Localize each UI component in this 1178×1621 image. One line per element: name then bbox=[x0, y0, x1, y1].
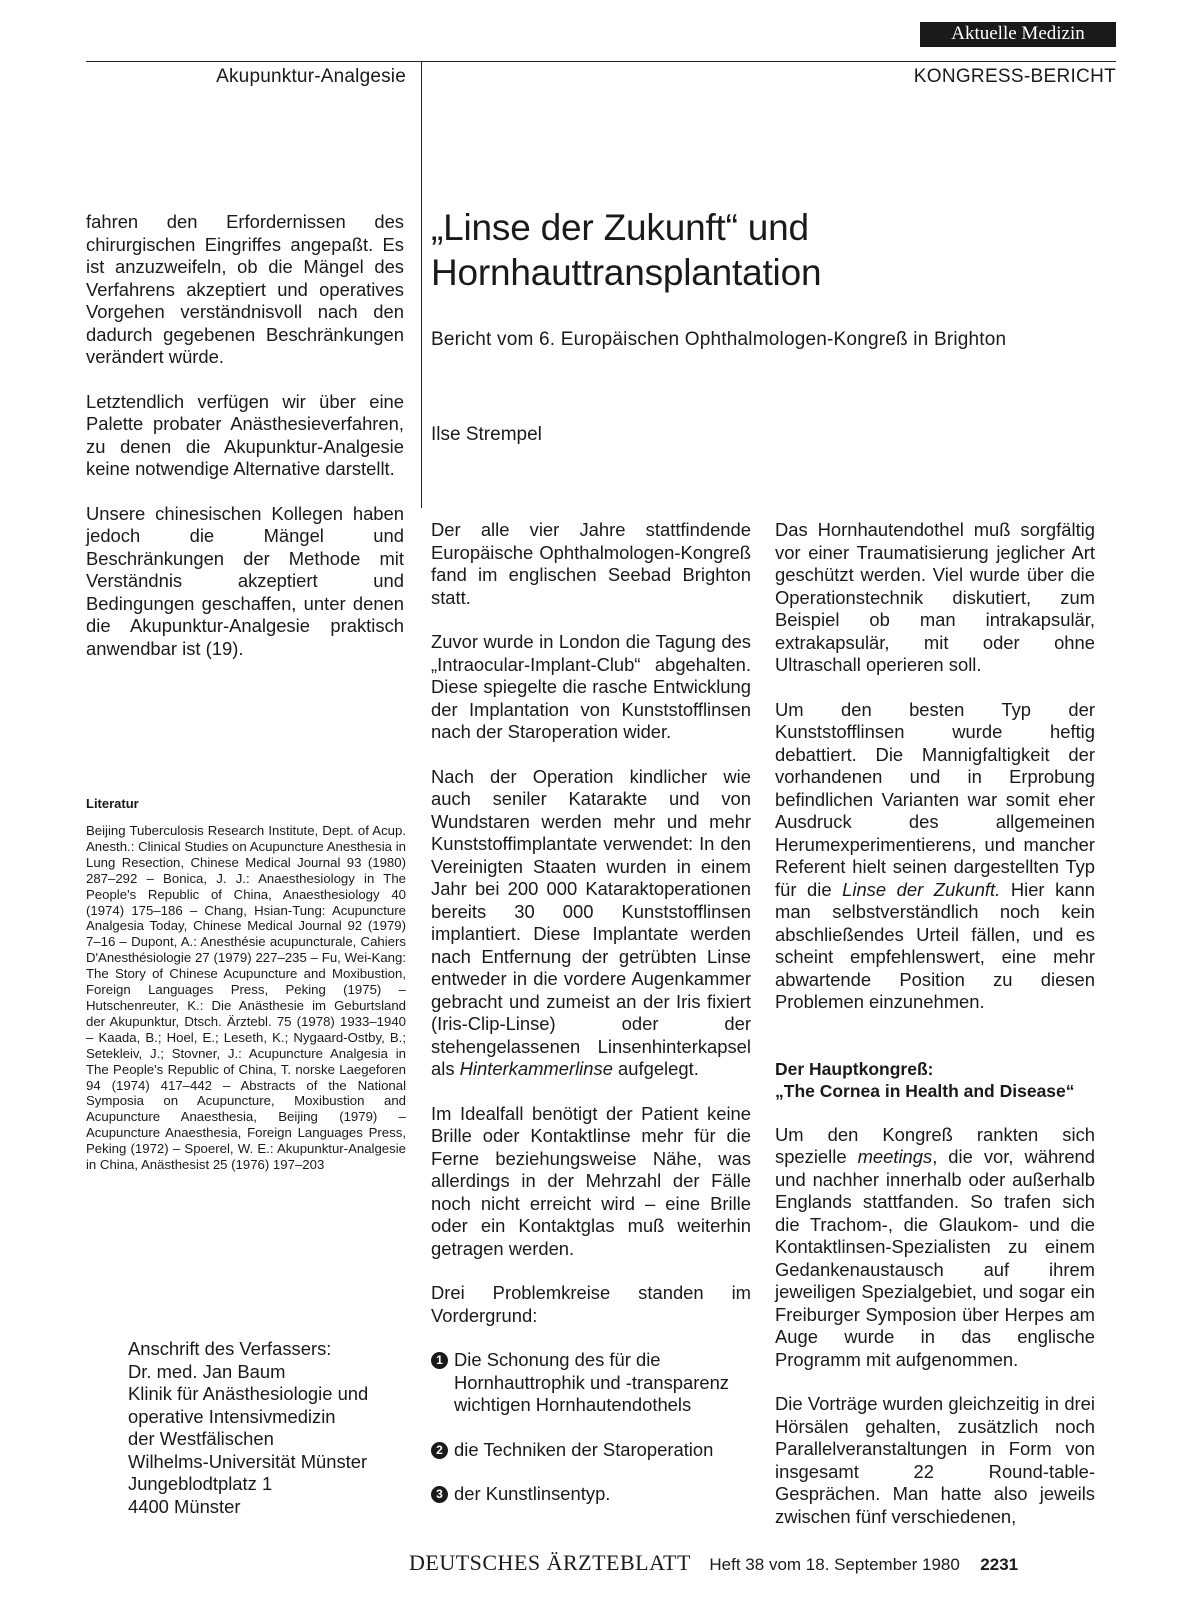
text-run: Um den Kongreß rankten sich spezielle bbox=[775, 1123, 1095, 1167]
right-column bbox=[775, 519, 1095, 1550]
column-divider bbox=[421, 61, 422, 508]
item-text: die Techniken der Staroperation bbox=[454, 1438, 714, 1460]
text-run: Nach der Operation kindlicher wie auch seniler Katarakte und von Wundstaren werden mehr und mehr Kunststoffimplantate verwendet: In den Vereinigten Staaten wurden in einem Jahr bei 200 000 Kataraktoperationen bereits 30 000 Kunststofflinsen implantiert. Diese Implantate werden nach Entfernung der getrübten Linse entweder in die vordere Augenkammer gebracht und zumeist an der Iris fixiert (Iris-Clip-Linse) oder der stehengelassenen Linsenhinterkapsel als bbox=[431, 765, 751, 1079]
literature-references: Beijing Tuberculosis Research Institute, Dept. of Acup. Anesth.: Clinical Studies on Acupuncture Anesthesia in Lung Resection, Chinese Medical Journal 93 (1980) 287–292 – Bonica, J. J.: Anaesthesiology in The People's Republic of China, Anaesthesiology 40 (1974) 175–186 – Chang, Hsian-Tung: Acupuncture Analgesia Today, Chinese Medical Journal 92 (1979) 7–16 – Dupont, A.: Anesthésie acupuncturale, Cahiers D'Anesthésiologie 27 (1979) 227–235 – Fu, Wei-Kang: The Story of Chinese Acupuncture and Moxibustion, Foreign Languages Press, Peking (1975) – Hutschenreuter, K.: Die Anästhesie im Geburtsland der Akupunktur, Dtsch. Ärztebl. 75 (1978) 1933–1940 – Kaada, B.; Hoel, E.; Leseth, K.; Nygaard-Ostby, B.; Setekleiv, J.; Stovner, J.: Acupuncture Analgesia in The People's Republic of China, T. norske Laegeforen 94 (1974) 417–442 – Abstracts of the National Symposia on Acupuncture, Moxibustion and Acupuncture Anaesthesia, Beijing (1979) – Acupuncture Anaesthesia, Foreign Languages Press, Peking (1972) – Spoerel, W. E.: Akupunktur-Analgesie in China, Anästhesist 25 (1976) 197–203 bbox=[86, 823, 406, 1173]
address-line: Wilhelms-Universität Münster bbox=[128, 1450, 368, 1472]
text-run: Um den besten Typ der Kunststofflinsen wurde heftig debattiert. Die Mannigfaltigkeit der vorhandenen und in Erprobung befindlichen Varianten war somit eher Ausdruck des allgemeinen Herumexperimentierens, und mancher Referent hielt seinen dargestellten Typ für die bbox=[775, 698, 1095, 900]
paragraph: Letztendlich verfügen wir über eine Palette probater Anästhesieverfahren, zu denen die Akupunktur-Analgesie keine notwendige Alternative darstellt. bbox=[86, 390, 404, 479]
address-line: der Westfälischen bbox=[128, 1428, 274, 1449]
paragraph bbox=[775, 1124, 1095, 1372]
title-line-2: Hornhauttransplantation bbox=[431, 252, 822, 293]
text-run: aufgelegt. bbox=[612, 1058, 699, 1079]
middle-column bbox=[431, 519, 751, 1528]
address-line: Klinik für Anästhesiologie und bbox=[128, 1383, 369, 1404]
address-line: Anschrift des Verfassers: bbox=[128, 1338, 332, 1359]
italic-term: Linse der Zukunft. bbox=[842, 878, 1001, 900]
left-column bbox=[86, 211, 404, 682]
paragraph: Drei Problemkreise standen im Vordergrund: bbox=[431, 1282, 751, 1326]
paragraph bbox=[775, 699, 1095, 1014]
title-line-1: „Linse der Zukunft“ und bbox=[431, 207, 809, 248]
italic-term: meetings bbox=[857, 1146, 933, 1167]
paragraph: Die Vorträge wurden gleichzeitig in drei Hörsälen gehalten, zusätzlich noch Parallelveranstaltungen in Form von insgesamt 22 Round-table-Gesprächen. Man hatte also jeweils zwischen fünf verschiedenen, bbox=[775, 1393, 1095, 1527]
subheading-line-1: Der Hauptkongreß: bbox=[775, 1058, 934, 1079]
paragraph: fahren den Erfordernissen des chirurgischen Eingriffes angepaßt. Es ist anzuzweifeln, ob die Mängel des Verfahrens akzeptiert und operatives Vorgehen verständnisvoll nach den dadurch gegebenen Beschränkungen verändert würde. bbox=[86, 211, 404, 367]
page-number: 2231 bbox=[980, 1555, 1019, 1574]
subheading-line-2: „The Cornea in Health and Disease“ bbox=[775, 1080, 1075, 1101]
numbered-item bbox=[431, 1439, 751, 1462]
journal-name: DEUTSCHES ÄRZTEBLATT bbox=[409, 1550, 691, 1575]
section-subheading bbox=[775, 1058, 1095, 1102]
number-bullet-icon: 3 bbox=[431, 1486, 448, 1503]
header-rule bbox=[86, 61, 1116, 62]
issue-info: Heft 38 vom 18. September 1980 bbox=[709, 1555, 960, 1574]
italic-term: Hinterkammerlinse bbox=[459, 1058, 613, 1079]
section-badge: Aktuelle Medizin bbox=[920, 22, 1116, 47]
address-line: operative Intensivmedizin bbox=[128, 1405, 336, 1427]
literature-heading: Literatur bbox=[86, 796, 139, 811]
paragraph: Der alle vier Jahre stattfindende Europäische Ophthalmologen-Kongreß fand im englischen Seebad Brighton statt. bbox=[431, 519, 751, 608]
numbered-item bbox=[431, 1349, 751, 1417]
text-run: Hier kann man selbstverständlich noch kein abschließendes Urteil fällen, und es scheint empfehlenswert, eine mehr abwartende Position zu diesen Problemen einzunehmen. bbox=[775, 878, 1095, 1012]
paragraph: Zuvor wurde in London die Tagung des „Intraocular-Implant-Club“ abgehalten. Diese spiegelte die rasche Entwicklung der Implantation von Kunststofflinsen nach der Staroperation wider. bbox=[431, 631, 751, 742]
paragraph: Unsere chinesischen Kollegen haben jedoch die Mängel und Beschränkungen der Methode mit Verständnis akzeptiert und Bedingungen geschaffen, unter denen die Akupunktur-Analgesie praktisch anwendbar ist (19). bbox=[86, 502, 404, 659]
address-line: 4400 Münster bbox=[128, 1495, 241, 1517]
address-line: Jungeblodtplatz 1 bbox=[128, 1473, 273, 1494]
numbered-item bbox=[431, 1483, 751, 1506]
paragraph: Das Hornhautendothel muß sorgfältig vor einer Traumatisierung jeglicher Art geschützt werden. Viel wurde über die Operationstechnik diskutiert, zum Beispiel ob man intrakapsulär, extrakapsulär, mit oder ohne Ultraschall operieren soll. bbox=[775, 519, 1095, 675]
item-text: der Kunstlinsentyp. bbox=[454, 1483, 611, 1504]
text-run: , die vor, während und nachher innerhalb oder außerhalb Englands stattfanden. So trafen sich die Trachom-, die Glaukom- und die Kontaktlinsen-Spezialisten zu einem Gedankenaustausch auf ihrem jeweiligen Spezialgebiet, und sogar ein Freiburger Symposion über Herpes am Auge wurde in das englische Programm mit aufgenommen. bbox=[775, 1146, 1096, 1370]
author-address bbox=[128, 1338, 368, 1518]
number-bullet-icon: 1 bbox=[431, 1352, 448, 1369]
item-text: Die Schonung des für die Hornhauttrophik und -transparenz wichtigen Hornhautendothels bbox=[454, 1349, 729, 1415]
running-header-right: KONGRESS-BERICHT bbox=[913, 66, 1116, 87]
running-header-left: Akupunktur-Analgesie bbox=[216, 66, 406, 87]
article-subtitle: Bericht vom 6. Europäischen Ophthalmologen-Kongreß in Brighton bbox=[431, 329, 1007, 350]
number-bullet-icon: 2 bbox=[431, 1442, 448, 1459]
page-footer bbox=[409, 1550, 1118, 1576]
paragraph: Im Idealfall benötigt der Patient keine Brille oder Kontaktlinse mehr für die Ferne beziehungsweise Nähe, was allerdings in der Mehrzahl der Fälle noch nicht erreicht wird – eine Brille oder ein Kontaktglas muß weiterhin getragen werden. bbox=[431, 1102, 751, 1259]
article-title bbox=[431, 205, 1121, 295]
address-line: Dr. med. Jan Baum bbox=[128, 1360, 286, 1382]
article-author: Ilse Strempel bbox=[431, 424, 542, 445]
paragraph bbox=[431, 766, 751, 1081]
